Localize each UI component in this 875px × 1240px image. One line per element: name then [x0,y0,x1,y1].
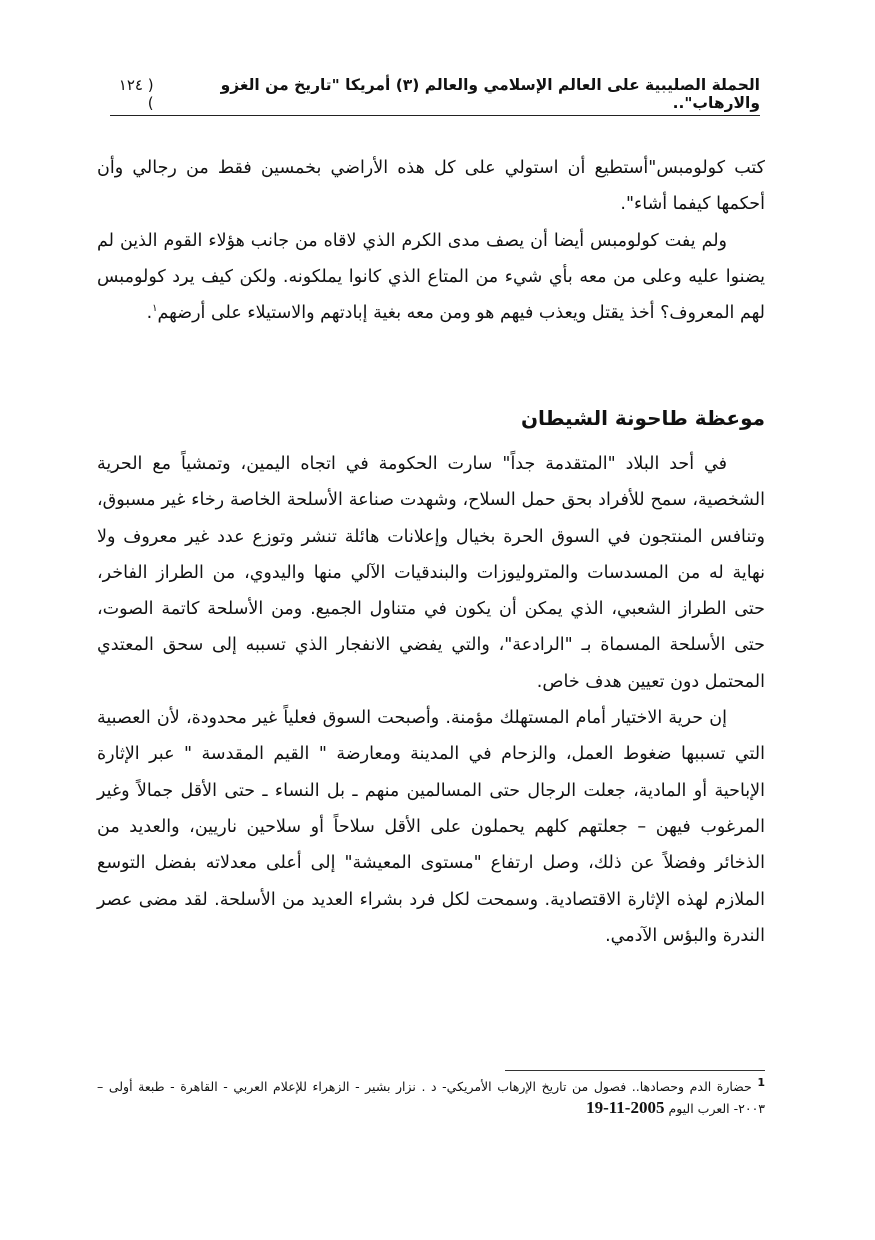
page-header [110,76,760,116]
paragraph-consumer-choice: إن حرية الاختيار أمام المستهلك مؤمنة. وأصبحت السوق فعلياً غير محدودة، لأن العصبية التي تسببها ضغوط العمل، والزحام في المدينة ومعارضة " القيم المقدسة " عبر الإثارة الإباحية أو المادية، جعلت الرجال حتى المسالمين منهم ـ بل النساء ـ حتى الأقل جمالاً وغير المرغوب فيهن – جعلتهم كلهم يحملون على الأقل سلاحاً أو سلاحين ناريين، والعديد من الذخائر وفضلاً عن ذلك، وصل ارتفاع "مستوى المعيشة" إلى أعلى معدلاته بفضل التوسع الملازم لهذه الإثارة الاقتصادية. وسمحت لكل فرد بشراء العديد من الأسلحة. لقد مضى عصر الندرة والبؤس الآدمي. [97,708,765,946]
page-number: ( ١٢٤ ) [118,76,154,112]
footnote [97,1076,765,1119]
footnote-date: 2005-11-19 [586,1098,665,1117]
footnote-number: 1 [757,1075,765,1089]
section-columbus [97,150,765,331]
footnote-text: حضارة الدم وحصادها.. فصول من تاريخ الإرهاب الأمريكي- د . نزار بشير - الزهراء للإعلام العربي - القاهرة - طبعة أولى – ٢٠٠٣- العرب اليوم [97,1079,765,1116]
paragraph-gun-market: في أحد البلاد "المتقدمة جداً" سارت الحكومة في اتجاه اليمين، وتمشياً مع الحرية الشخصية، سمح للأفراد بحق حمل السلاح، وشهدت صناعة الأسلحة الخاصة رخاء غير مسبوق، وتنافس المنتجون في السوق الحرة بخيال وإعلانات هائلة تنشر وتوزع عدد غير معروف ولا نهاية له من المسدسات والمتروليوزات والبندقيات الآلي منها واليدوي، من الطراز الفاخر، حتى الطراز الشعبي، الذي يمكن أن يكون في متناول الجميع. ومن الأسلحة كاتمة الصوت، حتى الأسلحة المسماة بـ "الرادعة"، والتي يفضي الانفجار الذي تسببه إلى سحق المعتدي المحتمل دون تعيين هدف خاص. [97,454,765,692]
paragraph-text: ولم يفت كولومبس أيضا أن يصف مدى الكرم الذي لاقاه من جانب هؤلاء القوم الذين لم يضنوا عليه وعلى من معه بأي شيء من المتاع الذي كانوا يملكونه. ولكن كيف يرد كولومبس لهم المعروف؟ أخذ يقتل ويعذب فيهم هو ومن معه بغية إبادتهم والاستيلاء على أرضهم [97,230,765,324]
section-devil-mill [97,446,765,954]
footnote-divider [505,1070,765,1071]
paragraph-columbus-generosity [97,223,765,332]
header-title: الحملة الصليبية على العالم الإسلامي والعالم (٣) أمريكا "تاريخ من الغزو والارهاب".. [220,76,760,112]
paragraph-end-mark: . [146,303,153,324]
paragraph-columbus-quote: كتب كولومبس"أستطيع أن استولي على كل هذه الأراضي بخمسين فقط من رجالي وأن أحكمها كيفما أشاء". [97,158,765,215]
section-heading: موعظة طاحونة الشيطان [520,406,765,430]
footnote-reference[interactable]: ١ [152,303,158,315]
